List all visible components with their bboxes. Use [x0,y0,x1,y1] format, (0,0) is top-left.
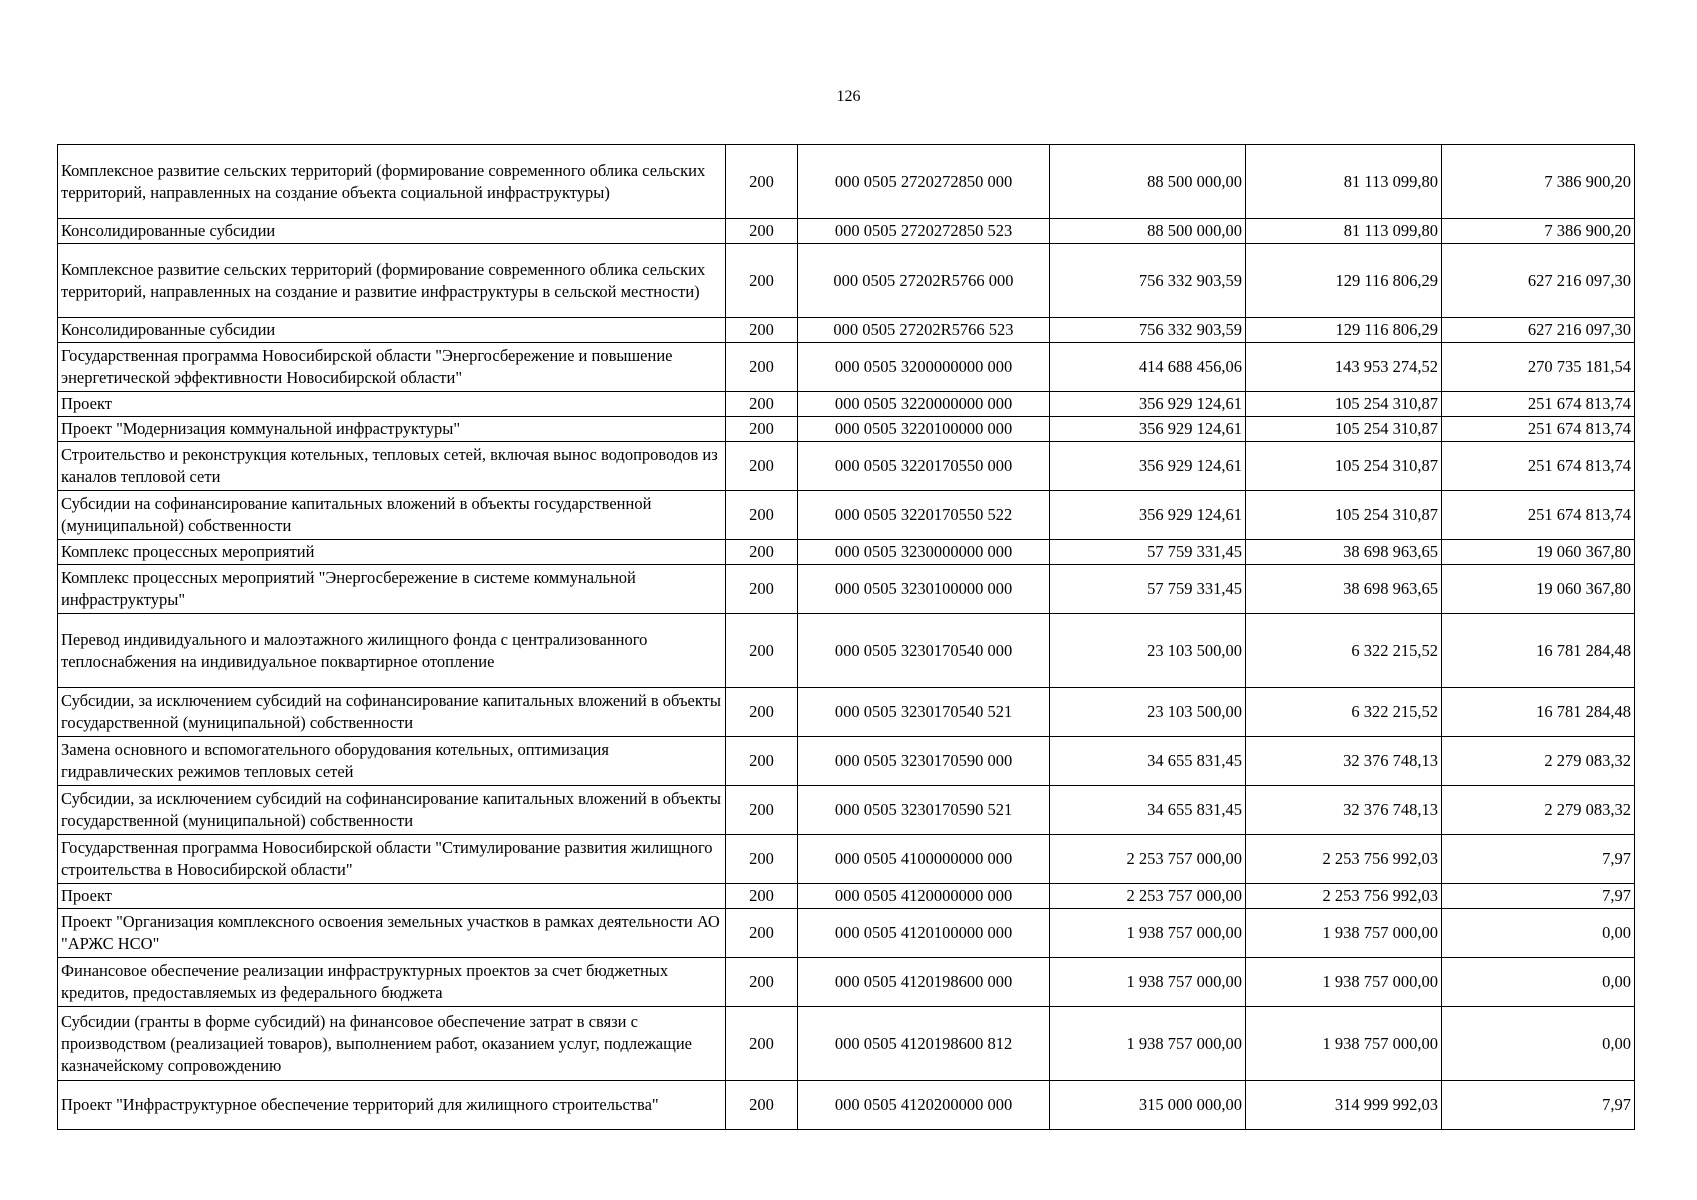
row-executed-cell: 38 698 963,65 [1246,565,1442,614]
row-executed-cell: 32 376 748,13 [1246,737,1442,786]
row-unexecuted-cell: 251 674 813,74 [1442,417,1635,442]
row-classifier-cell: 000 0505 4120000000 000 [798,884,1050,909]
row-approved-cell: 356 929 124,61 [1050,491,1246,540]
row-unexecuted-cell: 7,97 [1442,1081,1635,1130]
row-code-cell: 200 [726,958,798,1007]
row-executed-cell: 105 254 310,87 [1246,491,1442,540]
row-classifier-cell: 000 0505 3220000000 000 [798,392,1050,417]
row-code-cell: 200 [726,565,798,614]
row-executed-cell: 1 938 757 000,00 [1246,1007,1442,1081]
row-name-cell: Строительство и реконструкция котельных, тепловых сетей, включая вынос водопроводов из каналов тепловой сети [58,442,726,491]
row-executed-cell: 2 253 756 992,03 [1246,835,1442,884]
row-approved-cell: 57 759 331,45 [1050,540,1246,565]
row-name-cell: Субсидии на софинансирование капитальных вложений в объекты государственной (муниципальной) собственности [58,491,726,540]
table-row [58,343,1635,392]
row-executed-cell: 2 253 756 992,03 [1246,884,1442,909]
row-classifier-cell: 000 0505 3230170590 000 [798,737,1050,786]
row-classifier-cell: 000 0505 3230170590 521 [798,786,1050,835]
table-row [58,392,1635,417]
row-approved-cell: 356 929 124,61 [1050,392,1246,417]
row-classifier-cell: 000 0505 27202R5766 523 [798,318,1050,343]
row-unexecuted-cell: 16 781 284,48 [1442,614,1635,688]
row-name-cell: Государственная программа Новосибирской области "Энергосбережение и повышение энергетической эффективности Новосибирской области" [58,343,726,392]
row-code-cell: 200 [726,909,798,958]
row-unexecuted-cell: 2 279 083,32 [1442,737,1635,786]
row-executed-cell: 105 254 310,87 [1246,442,1442,491]
row-classifier-cell: 000 0505 3220170550 522 [798,491,1050,540]
row-unexecuted-cell: 0,00 [1442,909,1635,958]
row-name-cell: Проект [58,392,726,417]
row-name-cell: Финансовое обеспечение реализации инфраструктурных проектов за счет бюджетных кредитов, предоставляемых из федерального бюджета [58,958,726,1007]
row-executed-cell: 32 376 748,13 [1246,786,1442,835]
row-code-cell: 200 [726,1007,798,1081]
row-approved-cell: 1 938 757 000,00 [1050,1007,1246,1081]
table-row [58,540,1635,565]
row-classifier-cell: 000 0505 3230000000 000 [798,540,1050,565]
row-classifier-cell: 000 0505 4120100000 000 [798,909,1050,958]
row-approved-cell: 23 103 500,00 [1050,688,1246,737]
row-unexecuted-cell: 7,97 [1442,835,1635,884]
row-executed-cell: 129 116 806,29 [1246,318,1442,343]
row-approved-cell: 88 500 000,00 [1050,145,1246,219]
row-name-cell: Проект [58,884,726,909]
row-code-cell: 200 [726,491,798,540]
table-row [58,491,1635,540]
row-executed-cell: 1 938 757 000,00 [1246,909,1442,958]
table-row [58,219,1635,244]
row-name-cell: Проект "Инфраструктурное обеспечение территорий для жилищного строительства" [58,1081,726,1130]
row-approved-cell: 756 332 903,59 [1050,318,1246,343]
page-number: 126 [836,88,861,105]
row-approved-cell: 356 929 124,61 [1050,417,1246,442]
row-approved-cell: 2 253 757 000,00 [1050,884,1246,909]
row-code-cell: 200 [726,145,798,219]
row-name-cell: Субсидии (гранты в форме субсидий) на финансовое обеспечение затрат в связи с производством (реализацией товаров), выполнением работ, оказанием услуг, подлежащие казначейскому сопровождению [58,1007,726,1081]
row-unexecuted-cell: 2 279 083,32 [1442,786,1635,835]
row-approved-cell: 1 938 757 000,00 [1050,909,1246,958]
table-row [58,786,1635,835]
row-executed-cell: 105 254 310,87 [1246,392,1442,417]
table-row [58,244,1635,318]
row-classifier-cell: 000 0505 3220100000 000 [798,417,1050,442]
row-classifier-cell: 000 0505 3230100000 000 [798,565,1050,614]
row-executed-cell: 81 113 099,80 [1246,219,1442,244]
row-classifier-cell: 000 0505 3230170540 000 [798,614,1050,688]
table-row [58,958,1635,1007]
row-name-cell: Комплексное развитие сельских территорий (формирование современного облика сельских территорий, направленных на создание объекта социальной инфраструктуры) [58,145,726,219]
row-code-cell: 200 [726,688,798,737]
row-unexecuted-cell: 251 674 813,74 [1442,442,1635,491]
row-unexecuted-cell: 251 674 813,74 [1442,392,1635,417]
row-unexecuted-cell: 19 060 367,80 [1442,565,1635,614]
table-row [58,884,1635,909]
row-code-cell: 200 [726,442,798,491]
table-row [58,1007,1635,1081]
row-name-cell: Субсидии, за исключением субсидий на софинансирование капитальных вложений в объекты государственной (муниципальной) собственности [58,688,726,737]
budget-table-body [58,145,1635,1130]
row-code-cell: 200 [726,835,798,884]
row-code-cell: 200 [726,244,798,318]
row-executed-cell: 38 698 963,65 [1246,540,1442,565]
row-approved-cell: 1 938 757 000,00 [1050,958,1246,1007]
row-code-cell: 200 [726,786,798,835]
row-approved-cell: 756 332 903,59 [1050,244,1246,318]
row-classifier-cell: 000 0505 4100000000 000 [798,835,1050,884]
row-classifier-cell: 000 0505 4120198600 000 [798,958,1050,1007]
row-unexecuted-cell: 251 674 813,74 [1442,491,1635,540]
row-name-cell: Комплекс процессных мероприятий [58,540,726,565]
table-row [58,688,1635,737]
row-executed-cell: 6 322 215,52 [1246,614,1442,688]
row-classifier-cell: 000 0505 3230170540 521 [798,688,1050,737]
row-unexecuted-cell: 7 386 900,20 [1442,219,1635,244]
row-classifier-cell: 000 0505 4120198600 812 [798,1007,1050,1081]
row-code-cell: 200 [726,417,798,442]
table-row [58,614,1635,688]
table-row [58,565,1635,614]
row-unexecuted-cell: 270 735 181,54 [1442,343,1635,392]
row-executed-cell: 105 254 310,87 [1246,417,1442,442]
row-unexecuted-cell: 0,00 [1442,958,1635,1007]
row-unexecuted-cell: 19 060 367,80 [1442,540,1635,565]
row-approved-cell: 34 655 831,45 [1050,737,1246,786]
table-row [58,737,1635,786]
row-classifier-cell: 000 0505 4120200000 000 [798,1081,1050,1130]
table-row [58,835,1635,884]
row-name-cell: Комплексное развитие сельских территорий (формирование современного облика сельских территорий, направленных на создание и развитие инфраструктуры в сельской местности) [58,244,726,318]
row-classifier-cell: 000 0505 3220170550 000 [798,442,1050,491]
table-row [58,145,1635,219]
row-name-cell: Консолидированные субсидии [58,219,726,244]
row-classifier-cell: 000 0505 2720272850 523 [798,219,1050,244]
row-unexecuted-cell: 16 781 284,48 [1442,688,1635,737]
row-unexecuted-cell: 7,97 [1442,884,1635,909]
row-unexecuted-cell: 627 216 097,30 [1442,318,1635,343]
row-executed-cell: 6 322 215,52 [1246,688,1442,737]
row-classifier-cell: 000 0505 27202R5766 000 [798,244,1050,318]
row-name-cell: Субсидии, за исключением субсидий на софинансирование капитальных вложений в объекты государственной (муниципальной) собственности [58,786,726,835]
row-name-cell: Замена основного и вспомогательного оборудования котельных, оптимизация гидравлических режимов тепловых сетей [58,737,726,786]
row-classifier-cell: 000 0505 2720272850 000 [798,145,1050,219]
row-approved-cell: 356 929 124,61 [1050,442,1246,491]
table-row [58,909,1635,958]
row-unexecuted-cell: 7 386 900,20 [1442,145,1635,219]
row-approved-cell: 315 000 000,00 [1050,1081,1246,1130]
row-code-cell: 200 [726,343,798,392]
table-row [58,1081,1635,1130]
row-executed-cell: 1 938 757 000,00 [1246,958,1442,1007]
row-name-cell: Проект "Модернизация коммунальной инфраструктуры" [58,417,726,442]
row-name-cell: Государственная программа Новосибирской области "Стимулирование развития жилищного строительства в Новосибирской области" [58,835,726,884]
row-executed-cell: 143 953 274,52 [1246,343,1442,392]
row-approved-cell: 23 103 500,00 [1050,614,1246,688]
row-name-cell: Консолидированные субсидии [58,318,726,343]
row-code-cell: 200 [726,540,798,565]
budget-table [57,144,1635,1130]
row-code-cell: 200 [726,737,798,786]
row-approved-cell: 34 655 831,45 [1050,786,1246,835]
row-unexecuted-cell: 0,00 [1442,1007,1635,1081]
row-approved-cell: 88 500 000,00 [1050,219,1246,244]
row-classifier-cell: 000 0505 3200000000 000 [798,343,1050,392]
row-executed-cell: 129 116 806,29 [1246,244,1442,318]
row-name-cell: Перевод индивидуального и малоэтажного жилищного фонда с централизованного теплоснабжения на индивидуальное поквартирное отопление [58,614,726,688]
table-row [58,442,1635,491]
row-code-cell: 200 [726,1081,798,1130]
row-name-cell: Проект "Организация комплексного освоения земельных участков в рамках деятельности АО "АРЖС НСО" [58,909,726,958]
row-code-cell: 200 [726,392,798,417]
row-name-cell: Комплекс процессных мероприятий "Энергосбережение в системе коммунальной инфраструктуры" [58,565,726,614]
row-executed-cell: 81 113 099,80 [1246,145,1442,219]
table-row [58,417,1635,442]
row-code-cell: 200 [726,318,798,343]
table-row [58,318,1635,343]
row-code-cell: 200 [726,614,798,688]
row-approved-cell: 57 759 331,45 [1050,565,1246,614]
row-unexecuted-cell: 627 216 097,30 [1442,244,1635,318]
row-code-cell: 200 [726,884,798,909]
row-code-cell: 200 [726,219,798,244]
row-approved-cell: 414 688 456,06 [1050,343,1246,392]
row-approved-cell: 2 253 757 000,00 [1050,835,1246,884]
row-executed-cell: 314 999 992,03 [1246,1081,1442,1130]
